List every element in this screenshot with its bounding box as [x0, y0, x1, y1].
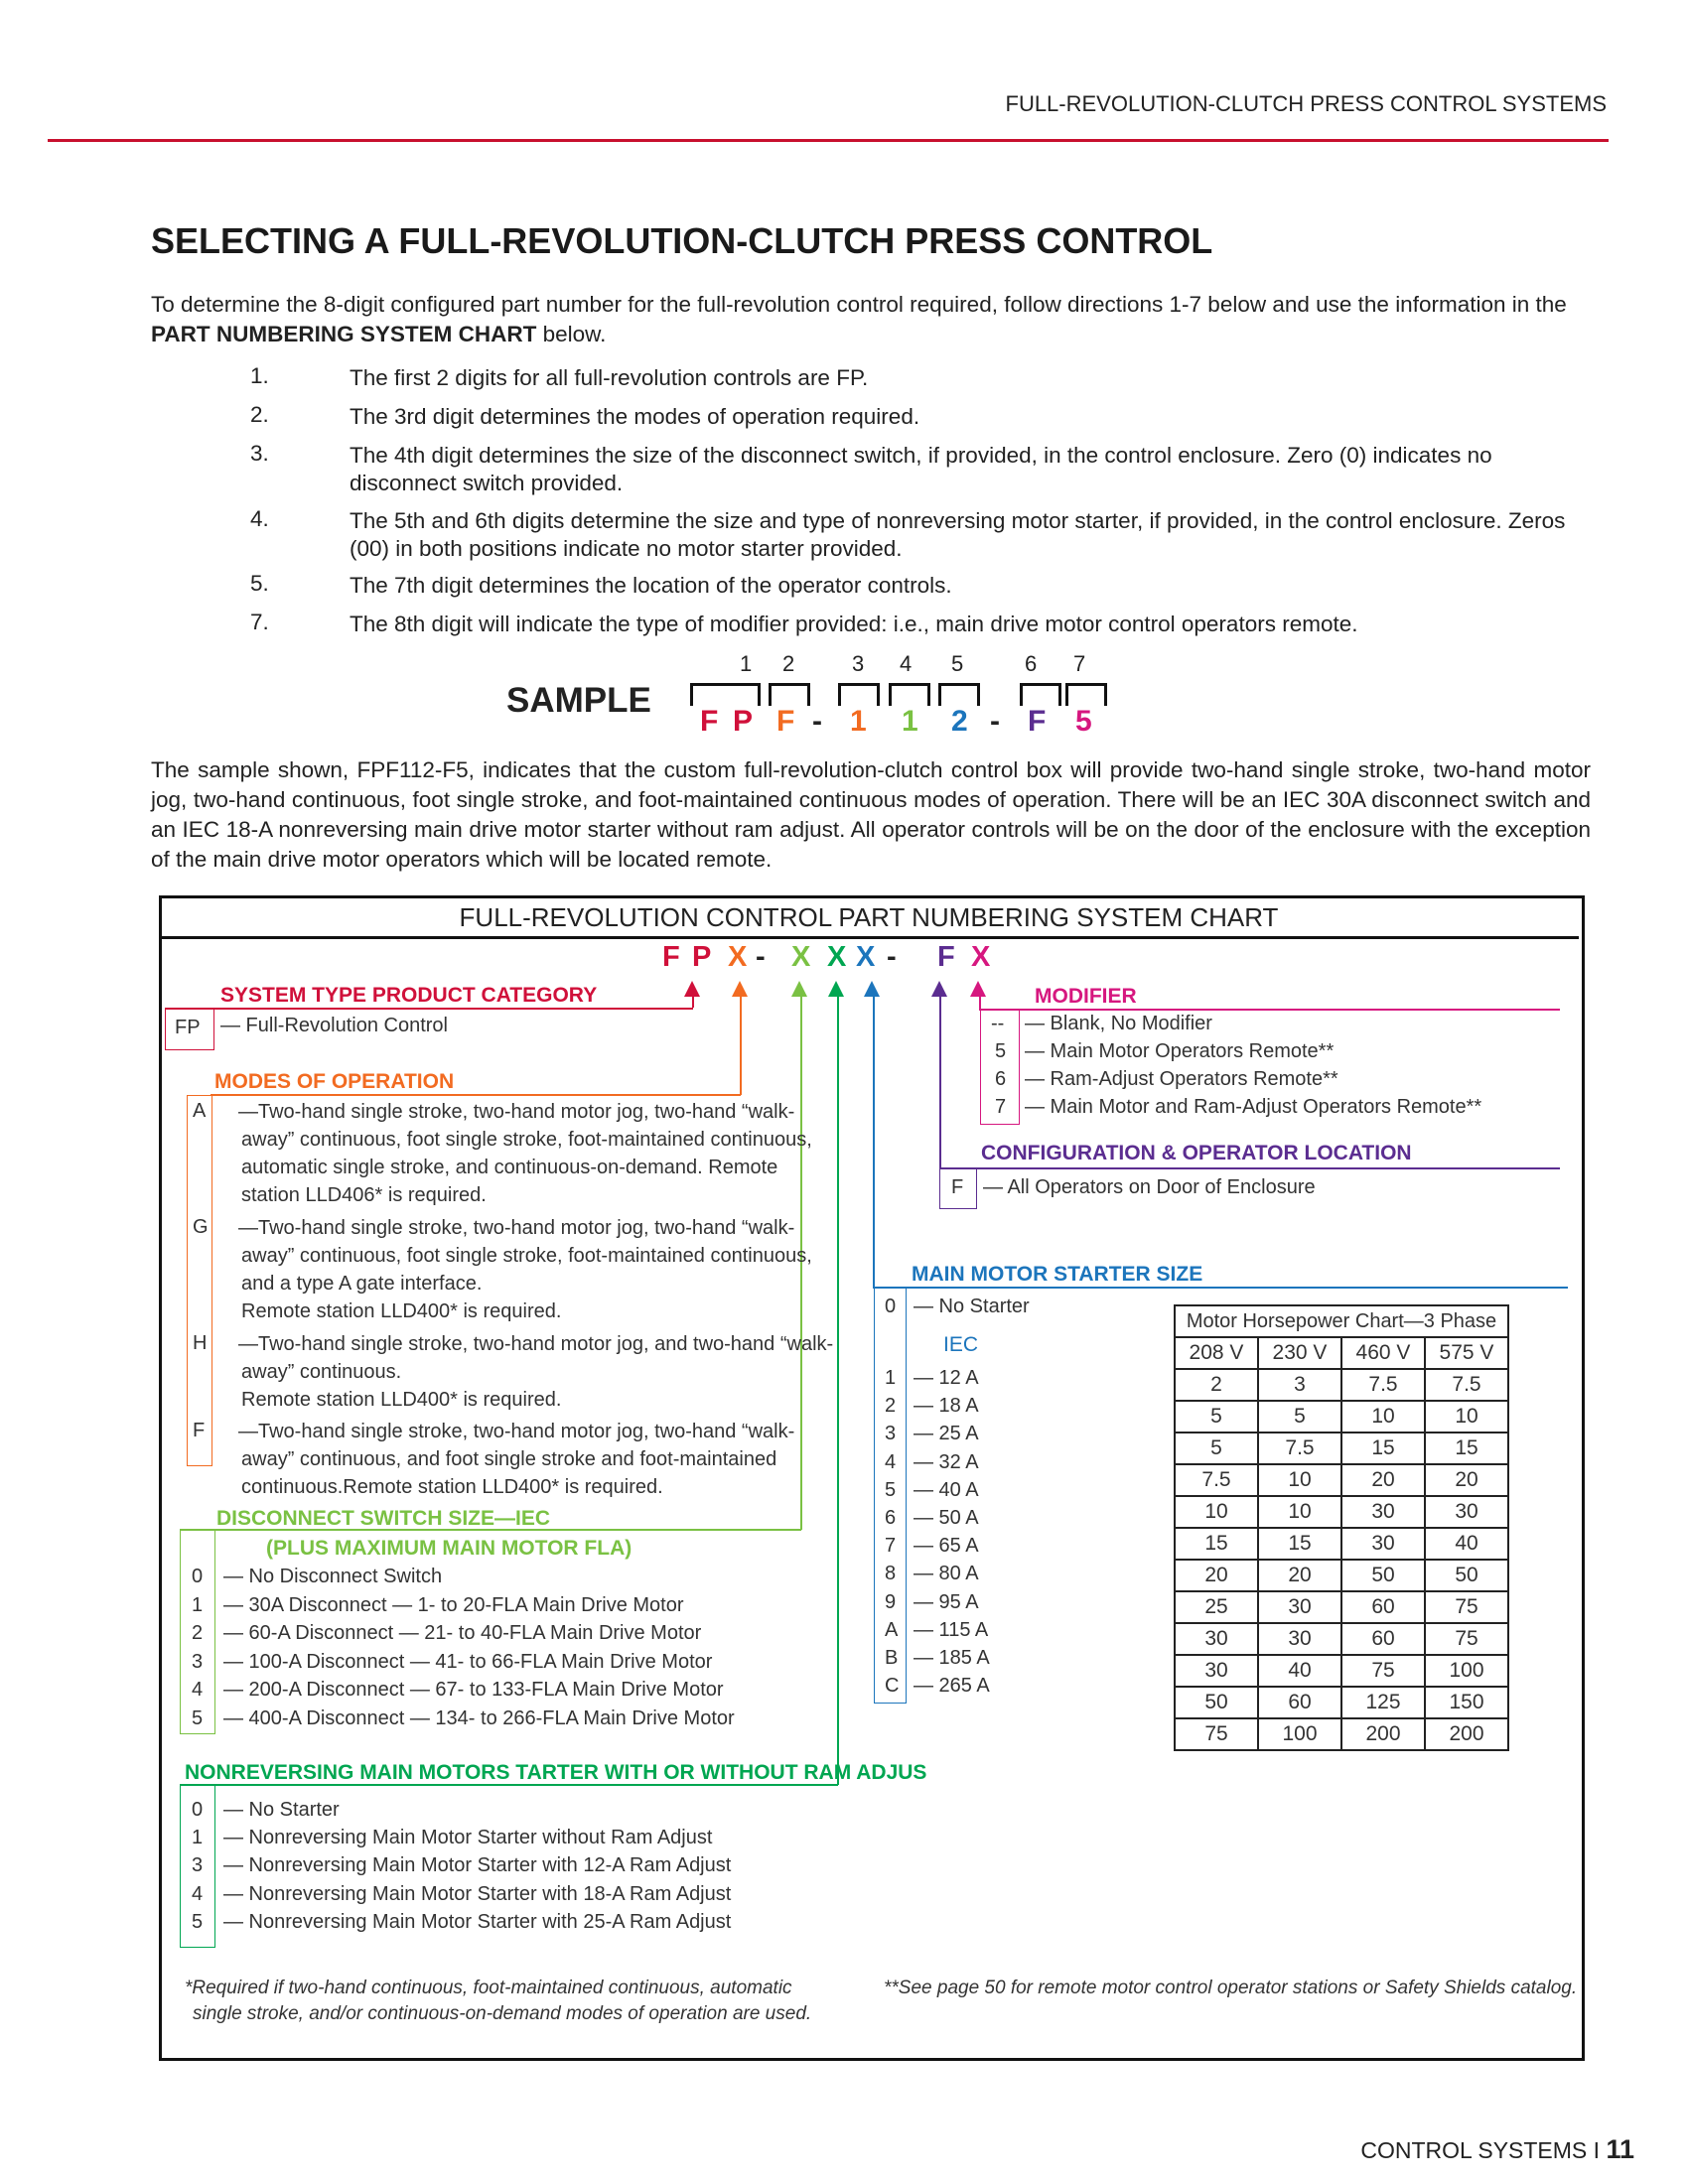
horsepower-cell: 7.5: [1175, 1464, 1258, 1496]
disconnect-text: — 100-A Disconnect — 41- to 66-FLA Main Drive Motor: [223, 1650, 713, 1673]
starter-code: 8: [885, 1563, 897, 1585]
step-number: 5.: [250, 571, 269, 596]
horsepower-cell: 25: [1175, 1591, 1258, 1623]
horsepower-cell: 50: [1175, 1687, 1258, 1718]
sample-digit: 1: [850, 705, 867, 738]
sample-index: 3: [852, 651, 865, 676]
sample-digit: -: [990, 705, 1000, 738]
pattern-char: X: [971, 941, 991, 973]
horsepower-cell: 75: [1425, 1623, 1508, 1655]
starter-text: — 185 A: [914, 1647, 990, 1669]
horsepower-cell: 125: [1341, 1687, 1425, 1718]
horsepower-cell: 75: [1175, 1718, 1258, 1750]
horsepower-cell: 5: [1175, 1401, 1258, 1433]
horsepower-row: [1175, 1560, 1508, 1591]
starter-text: — 40 A: [914, 1478, 979, 1501]
starter-text: — 65 A: [914, 1535, 979, 1558]
sample-index: 5: [951, 651, 964, 676]
connector-line: [939, 1167, 1560, 1169]
horsepower-cell: 75: [1425, 1591, 1508, 1623]
horsepower-cell: 7.5: [1341, 1369, 1425, 1401]
pattern-char: -: [887, 941, 897, 973]
nonrev-text: — Nonreversing Main Motor Starter with 18-A Ram Adjust: [223, 1882, 732, 1905]
sample-digit: P: [733, 705, 754, 738]
config-text: — All Operators on Door of Enclosure: [983, 1176, 1316, 1198]
horsepower-cell: 200: [1341, 1718, 1425, 1750]
starter-text: — 80 A: [914, 1563, 979, 1585]
disconnect-subheading: (PLUS MAXIMUM MAIN MOTOR FLA): [266, 1537, 633, 1560]
sample-bracket: [889, 683, 930, 706]
horsepower-row: [1175, 1464, 1508, 1496]
header-rule: [48, 139, 1609, 142]
horsepower-cell: 60: [1258, 1687, 1341, 1718]
footnote-required-line: *Required if two-hand continuous, foot-maintained continuous, automatic: [185, 1978, 792, 1998]
modifier-heading: MODIFIER: [1035, 985, 1137, 1008]
page-title: SELECTING A FULL-REVOLUTION-CLUTCH PRESS CONTROL: [151, 220, 1213, 261]
mode-code: A: [193, 1100, 207, 1122]
connector-line: [740, 996, 742, 1095]
starter-code: B: [885, 1647, 899, 1669]
horsepower-row: [1175, 1591, 1508, 1623]
mode-line: —Two-hand single stroke, two-hand motor jog, two-hand “walk-: [238, 1421, 795, 1442]
mode-line: away” continuous, foot single stroke, foot-maintained continuous,: [241, 1245, 812, 1267]
horsepower-cell: 100: [1258, 1718, 1341, 1750]
footer-section: CONTROL SYSTEMS: [1360, 2137, 1588, 2163]
starter-text: — 32 A: [914, 1450, 979, 1473]
horsepower-cell: 2: [1175, 1369, 1258, 1401]
mode-line: and a type A gate interface.: [241, 1273, 483, 1295]
sample-digit: F: [1028, 705, 1047, 738]
horsepower-cell: 15: [1341, 1433, 1425, 1464]
starter-code: A: [885, 1618, 899, 1641]
disconnect-code: 2: [192, 1622, 204, 1644]
modifier-text: — Main Motor Operators Remote**: [1025, 1040, 1335, 1062]
horsepower-cell: 100: [1425, 1655, 1508, 1687]
mode-line: Remote station LLD400* is required.: [241, 1300, 562, 1322]
modifier-text: — Main Motor and Ram-Adjust Operators Remote**: [1025, 1096, 1482, 1118]
pattern-arrow: [732, 981, 748, 997]
horsepower-cell: 10: [1258, 1464, 1341, 1496]
pattern-arrow: [684, 981, 700, 997]
disconnect-text: — 200-A Disconnect — 67- to 133-FLA Main Drive Motor: [223, 1679, 724, 1701]
sample-digit: F: [700, 705, 719, 738]
nonrev-heading: NONREVERSING MAIN MOTORS TARTER WITH OR WITHOUT RAM ADJUS: [185, 1761, 927, 1784]
running-header: FULL-REVOLUTION-CLUTCH PRESS CONTROL SYSTEMS: [1005, 91, 1607, 116]
connector-line: [165, 1008, 693, 1010]
step-number: 1.: [250, 363, 269, 388]
mode-line: away” continuous, and foot single stroke and foot-maintained: [241, 1448, 777, 1470]
starter-code: 6: [885, 1507, 897, 1529]
nonrev-code: 4: [192, 1882, 204, 1905]
page-number: 11: [1606, 2134, 1634, 2164]
starter-code: 7: [885, 1535, 897, 1558]
disconnect-heading: DISCONNECT SWITCH SIZE—IEC: [216, 1507, 551, 1530]
system-code: FP: [175, 1017, 201, 1038]
nonrev-code: 1: [192, 1827, 204, 1849]
starter-text: — 115 A: [914, 1618, 989, 1641]
pattern-char: X: [827, 941, 847, 973]
sample-bracket: [938, 683, 980, 706]
sample-bracket: [838, 683, 880, 706]
sample-bracket: [769, 683, 810, 706]
step-number: 4.: [250, 506, 269, 531]
sample-digit: 5: [1075, 705, 1092, 738]
pattern-arrow: [828, 981, 844, 997]
intro-line: To determine the 8-digit configured part number for the full-revolution control required, follow directions 1-7 below and use the information in the: [151, 292, 1567, 317]
pattern-char: X: [856, 941, 876, 973]
sample-digit: -: [812, 705, 822, 738]
step-text: The 3rd digit determines the modes of operation required.: [350, 404, 920, 429]
horsepower-row: [1175, 1401, 1508, 1433]
horsepower-cell: 10: [1258, 1496, 1341, 1528]
starter-text: — 50 A: [914, 1507, 979, 1529]
chart-title: FULL-REVOLUTION CONTROL PART NUMBERING SYSTEM CHART: [159, 896, 1579, 939]
mode-line: station LLD406* is required.: [241, 1184, 487, 1206]
horsepower-table-caption: Motor Horsepower Chart—3 Phase: [1175, 1305, 1508, 1337]
connector-line: [692, 996, 694, 1008]
modes-heading: MODES OF OPERATION: [214, 1070, 455, 1093]
horsepower-row: [1175, 1528, 1508, 1560]
step-text: The first 2 digits for all full-revolution controls are FP.: [350, 365, 869, 390]
horsepower-cell: 7.5: [1258, 1433, 1341, 1464]
horsepower-cell: 60: [1341, 1623, 1425, 1655]
sample-index: 2: [782, 651, 795, 676]
system-heading: SYSTEM TYPE PRODUCT CATEGORY: [220, 984, 598, 1007]
disconnect-code: 0: [192, 1566, 204, 1587]
mode-line: automatic single stroke, and continuous-on-demand. Remote: [241, 1157, 778, 1178]
horsepower-cell: 10: [1341, 1401, 1425, 1433]
sample-digit: 1: [902, 705, 918, 738]
pattern-char: X: [791, 941, 811, 973]
horsepower-cell: 40: [1258, 1655, 1341, 1687]
intro-paragraph: [151, 290, 1601, 349]
starter-code: 3: [885, 1423, 897, 1445]
sample-bracket: [690, 683, 761, 706]
step-number: 3.: [250, 441, 269, 466]
pattern-arrow: [931, 981, 947, 997]
mode-line: —Two-hand single stroke, two-hand motor jog, and two-hand “walk-: [238, 1333, 834, 1355]
sample-digit: 2: [951, 705, 968, 738]
mode-line: —Two-hand single stroke, two-hand motor jog, two-hand “walk-: [238, 1101, 795, 1123]
horsepower-cell: 40: [1425, 1528, 1508, 1560]
mode-line: —Two-hand single stroke, two-hand motor jog, two-hand “walk-: [238, 1217, 795, 1239]
pattern-char: X: [728, 941, 748, 973]
disconnect-code: 5: [192, 1706, 204, 1729]
mode-code: F: [193, 1420, 206, 1441]
modifier-text: — Blank, No Modifier: [1025, 1013, 1212, 1034]
horsepower-cell: 15: [1425, 1433, 1508, 1464]
horsepower-cell: 30: [1175, 1623, 1258, 1655]
footnote-required-line: single stroke, and/or continuous-on-demand modes of operation are used.: [193, 2003, 812, 2024]
horsepower-cell: 5: [1258, 1401, 1341, 1433]
footnote-remote: **See page 50 for remote motor control operator stations or Safety Shields catalog.: [884, 1978, 1578, 1998]
connector-line: [979, 996, 981, 1010]
nonrev-text: — No Starter: [223, 1799, 340, 1821]
horsepower-row: [1175, 1623, 1508, 1655]
starter-text: — 25 A: [914, 1423, 979, 1445]
intro-bold: PART NUMBERING SYSTEM CHART: [151, 322, 537, 346]
nonrev-text: — Nonreversing Main Motor Starter without Ram Adjust: [223, 1827, 713, 1849]
nonrev-code: 5: [192, 1910, 204, 1933]
nonrev-code: 3: [192, 1854, 204, 1877]
starter-text: — 12 A: [914, 1367, 979, 1389]
modes-code-box: [187, 1095, 212, 1466]
intro-rest: below.: [536, 322, 607, 346]
footer-separator: I: [1593, 2137, 1601, 2163]
pattern-arrow: [970, 981, 986, 997]
horsepower-cell: 200: [1425, 1718, 1508, 1750]
starter-code: 0: [885, 1296, 897, 1317]
disconnect-code: 1: [192, 1593, 204, 1616]
horsepower-cell: 20: [1258, 1560, 1341, 1591]
modifier-code: --: [991, 1013, 1005, 1034]
step-number: 2.: [250, 402, 269, 427]
horsepower-cell: 30: [1258, 1623, 1341, 1655]
sample-bracket: [1020, 683, 1061, 706]
step-number: 7.: [250, 610, 269, 634]
starter-text: — 265 A: [914, 1675, 990, 1698]
step-text: The 4th digit determines the size of the disconnect switch, if provided, in the control enclosure. Zero (0) indicates no disconnect switch provided.: [350, 443, 1492, 495]
sample-description: The sample shown, FPF112-F5, indicates that the custom full-revolution-clutch control box will provide two-hand single stroke, two-hand motor jog, two-hand continuous, foot single stroke, and foot-maintained continuous modes of operation. There will be an IEC 30A disconnect switch and an IEC 18-A nonreversing main drive motor starter without ram adjust. All operator controls will be on the door of the enclosure with the exception of the main drive motor operators which will be located remote.: [151, 757, 1591, 872]
starter-code: C: [885, 1675, 900, 1698]
horsepower-cell: 50: [1341, 1560, 1425, 1591]
sample-digit: F: [776, 705, 795, 738]
connector-line: [211, 1094, 741, 1096]
modifier-code: 7: [995, 1096, 1007, 1118]
horsepower-row: [1175, 1433, 1508, 1464]
starter-code: 9: [885, 1590, 897, 1613]
sample-index: 6: [1025, 651, 1038, 676]
modifier-code: 5: [995, 1040, 1007, 1062]
horsepower-header: 575 V: [1425, 1337, 1508, 1369]
starter-text: — 95 A: [914, 1590, 979, 1613]
horsepower-cell: 75: [1341, 1655, 1425, 1687]
mode-line: away” continuous, foot single stroke, foot-maintained continuous,: [241, 1129, 812, 1151]
mode-code: H: [193, 1332, 208, 1354]
starter-iec-label: IEC: [943, 1333, 979, 1356]
starter-code: 1: [885, 1367, 897, 1389]
nonrev-text: — Nonreversing Main Motor Starter with 25-A Ram Adjust: [223, 1910, 732, 1933]
starter-code: 5: [885, 1478, 897, 1501]
horsepower-cell: 20: [1341, 1464, 1425, 1496]
starter-heading: MAIN MOTOR STARTER SIZE: [912, 1263, 1203, 1286]
sample-index: 4: [900, 651, 913, 676]
horsepower-header: 230 V: [1258, 1337, 1341, 1369]
horsepower-row: [1175, 1655, 1508, 1687]
horsepower-table: [1174, 1304, 1509, 1751]
horsepower-cell: 30: [1175, 1655, 1258, 1687]
connector-line: [873, 1287, 1568, 1289]
sample-index: 7: [1073, 651, 1086, 676]
horsepower-row: [1175, 1496, 1508, 1528]
horsepower-cell: 150: [1425, 1687, 1508, 1718]
horsepower-row: [1175, 1369, 1508, 1401]
pattern-char: -: [756, 941, 766, 973]
horsepower-cell: 30: [1341, 1496, 1425, 1528]
modifier-code: 6: [995, 1068, 1007, 1090]
disconnect-text: — 30A Disconnect — 1- to 20-FLA Main Drive Motor: [223, 1593, 684, 1616]
horsepower-cell: 5: [1175, 1433, 1258, 1464]
disconnect-text: — No Disconnect Switch: [223, 1566, 443, 1587]
nonrev-code: 0: [192, 1799, 204, 1821]
system-text: — Full-Revolution Control: [220, 1015, 448, 1036]
pattern-char: P: [692, 941, 712, 973]
disconnect-text: — 60-A Disconnect — 21- to 40-FLA Main Drive Motor: [223, 1622, 702, 1644]
horsepower-row: [1175, 1718, 1508, 1750]
horsepower-cell: 50: [1425, 1560, 1508, 1591]
pattern-char: F: [937, 941, 955, 973]
horsepower-cell: 15: [1175, 1528, 1258, 1560]
horsepower-cell: 10: [1425, 1401, 1508, 1433]
starter-code: 2: [885, 1395, 897, 1418]
horsepower-cell: 30: [1258, 1591, 1341, 1623]
sample-index: 1: [740, 651, 753, 676]
horsepower-header: 460 V: [1341, 1337, 1425, 1369]
step-text: The 5th and 6th digits determine the size and type of nonreversing motor starter, if provided, in the control enclosure. Zeros (00) in both positions indicate no motor starter provided.: [350, 508, 1566, 561]
horsepower-cell: 20: [1175, 1560, 1258, 1591]
horsepower-cell: 60: [1341, 1591, 1425, 1623]
config-code: F: [951, 1176, 964, 1198]
starter-text: — 18 A: [914, 1395, 979, 1418]
disconnect-text: — 400-A Disconnect — 134- to 266-FLA Main Drive Motor: [223, 1706, 735, 1729]
connector-line: [837, 996, 839, 1785]
mode-code: G: [193, 1216, 209, 1238]
sample-label: SAMPLE: [506, 681, 651, 720]
mode-line: continuous.Remote station LLD400* is required.: [241, 1476, 663, 1498]
mode-line: away” continuous.: [241, 1361, 402, 1383]
sample-bracket: [1065, 683, 1107, 706]
step-text: The 7th digit determines the location of the operator controls.: [350, 573, 952, 598]
starter-code: 4: [885, 1450, 897, 1473]
horsepower-cell: 3: [1258, 1369, 1341, 1401]
page-footer: [1360, 2134, 1634, 2165]
horsepower-header: 208 V: [1175, 1337, 1258, 1369]
pattern-arrow: [864, 981, 880, 997]
horsepower-row: [1175, 1687, 1508, 1718]
modifier-text: — Ram-Adjust Operators Remote**: [1025, 1068, 1338, 1090]
pattern-arrow: [791, 981, 807, 997]
nonrev-text: — Nonreversing Main Motor Starter with 12-A Ram Adjust: [223, 1854, 732, 1877]
disconnect-code: 4: [192, 1679, 204, 1701]
pattern-char: F: [662, 941, 680, 973]
horsepower-cell: 15: [1258, 1528, 1341, 1560]
starter-text: — No Starter: [914, 1296, 1030, 1317]
horsepower-cell: 10: [1175, 1496, 1258, 1528]
horsepower-cell: 30: [1341, 1528, 1425, 1560]
horsepower-cell: 7.5: [1425, 1369, 1508, 1401]
horsepower-cell: 20: [1425, 1464, 1508, 1496]
step-text: The 8th digit will indicate the type of modifier provided: i.e., main drive motor control operators remote.: [350, 612, 1358, 636]
horsepower-cell: 30: [1425, 1496, 1508, 1528]
config-heading: CONFIGURATION & OPERATOR LOCATION: [981, 1142, 1412, 1164]
mode-line: Remote station LLD400* is required.: [241, 1389, 562, 1411]
connector-line: [939, 996, 941, 1168]
disconnect-code: 3: [192, 1650, 204, 1673]
connector-line: [873, 996, 875, 1287]
